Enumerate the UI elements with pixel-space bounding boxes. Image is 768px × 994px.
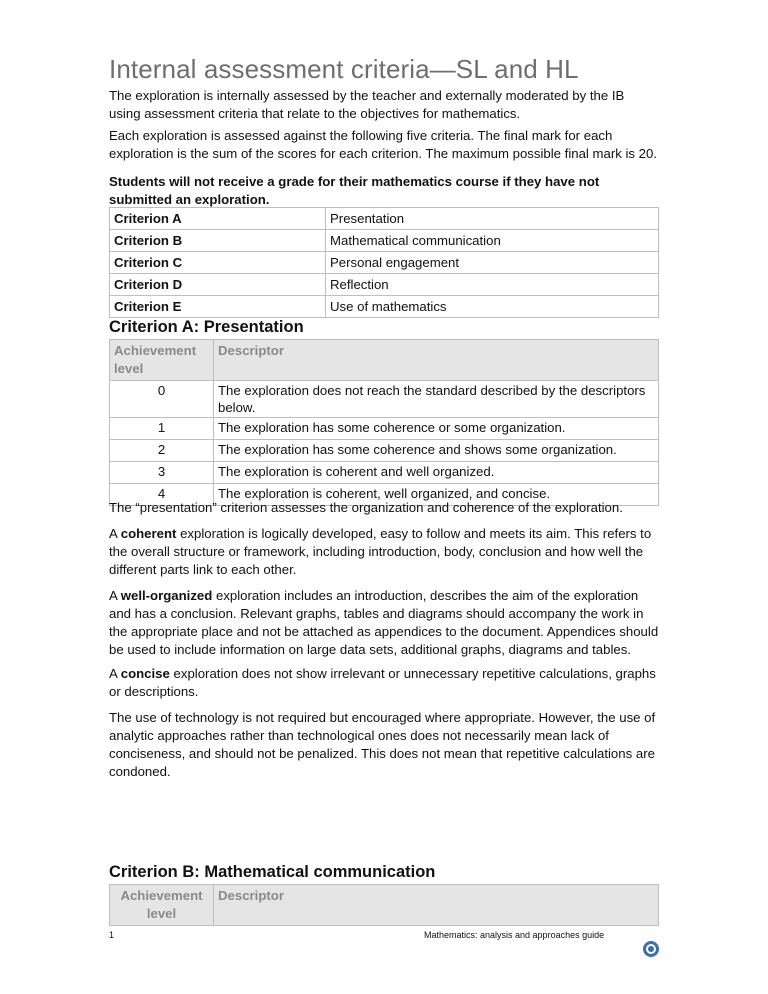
table-row bbox=[110, 418, 659, 440]
criterion-a-heading: Criterion A: Presentation bbox=[109, 318, 304, 336]
table-row bbox=[110, 440, 659, 462]
criterion-a-table bbox=[109, 339, 659, 506]
criterion-b-heading: Criterion B: Mathematical communication bbox=[109, 863, 436, 881]
page-title: Internal assessment criteria—SL and HL bbox=[109, 54, 579, 84]
level-value: 2 bbox=[110, 440, 214, 462]
level-value: 4 bbox=[110, 484, 214, 506]
paragraph-text: exploration is logically developed, easy to follow and meets its aim. This refers to the overall structure or framework, including introduction, body, conclusion and how well the different parts link to each other. bbox=[109, 526, 652, 577]
criterion-code: Criterion C bbox=[110, 252, 326, 274]
level-descriptor: The exploration has some coherence or some organization. bbox=[214, 418, 659, 440]
guide-title: Mathematics: analysis and approaches guide bbox=[424, 930, 605, 940]
criterion-code: Criterion A bbox=[110, 208, 326, 230]
criterion-name: Personal engagement bbox=[326, 252, 659, 274]
intro-paragraph-1: The exploration is internally assessed by the teacher and externally moderated by the IB using assessment criteria that relate to the objectives for mathematics. bbox=[109, 88, 625, 121]
table-row bbox=[110, 208, 659, 230]
paragraph-lead: A bbox=[109, 666, 121, 681]
table-header-row bbox=[110, 885, 659, 926]
concise-paragraph bbox=[109, 665, 659, 701]
ib-logo-icon bbox=[642, 940, 660, 958]
criterion-code: Criterion D bbox=[110, 274, 326, 296]
level-descriptor: The exploration is coherent, well organized, and concise. bbox=[214, 484, 659, 506]
descriptor-header: Descriptor bbox=[214, 885, 659, 926]
paragraph-lead: A bbox=[109, 526, 121, 541]
paragraph-text: exploration does not show irrelevant or unnecessary repetitive calculations, graphs or descriptions. bbox=[109, 666, 656, 699]
coherent-term: coherent bbox=[120, 526, 177, 541]
criterion-name: Presentation bbox=[326, 208, 659, 230]
criterion-name: Mathematical communication bbox=[326, 230, 659, 252]
level-descriptor: The exploration has some coherence and shows some organization. bbox=[214, 440, 659, 462]
criterion-code: Criterion E bbox=[110, 296, 326, 318]
achievement-level-header: Achievement level bbox=[110, 885, 214, 926]
table-row bbox=[110, 381, 659, 418]
criterion-name: Reflection bbox=[326, 274, 659, 296]
level-descriptor: The exploration is coherent and well organized. bbox=[214, 462, 659, 484]
table-row bbox=[110, 296, 659, 318]
intro-paragraph-2: Each exploration is assessed against the following five criteria. The final mark for each exploration is the sum of the scores for each criterion. The maximum possible final mark is 20. bbox=[109, 128, 658, 161]
concise-term: concise bbox=[120, 666, 170, 681]
well-organized-paragraph bbox=[109, 587, 659, 659]
paragraph-text: exploration includes an introduction, describes the aim of the exploration and has a conclusion. Relevant graphs, tables and diagrams should accompany the work in the appropriate place and not be attached as appendices to the document. Appendices should be used to include information on large data sets, additional graphs, diagrams and tables. bbox=[109, 588, 659, 657]
criteria-table bbox=[109, 207, 659, 318]
level-value: 1 bbox=[110, 418, 214, 440]
presentation-paragraph: The “presentation” criterion assesses the organization and coherence of the exploration. bbox=[109, 500, 623, 515]
criterion-code: Criterion B bbox=[110, 230, 326, 252]
well-organized-term: well-organized bbox=[120, 588, 213, 603]
paragraph-lead: A bbox=[109, 588, 121, 603]
level-descriptor: The exploration does not reach the standard described by the descriptors below. bbox=[214, 381, 659, 418]
coherent-paragraph bbox=[109, 525, 659, 579]
level-value: 0 bbox=[110, 381, 214, 418]
table-row bbox=[110, 462, 659, 484]
achievement-level-header: Achievement level bbox=[110, 340, 214, 381]
table-row bbox=[110, 252, 659, 274]
table-row bbox=[110, 230, 659, 252]
level-value: 3 bbox=[110, 462, 214, 484]
technology-paragraph: The use of technology is not required but encouraged where appropriate. However, the use of analytic approaches rather than technological ones does not necessarily mean lack of conciseness, and should not be penalized. This does not mean that repetitive calculations are condoned. bbox=[109, 710, 656, 779]
descriptor-header: Descriptor bbox=[214, 340, 659, 381]
table-header-row bbox=[110, 340, 659, 381]
submission-warning: Students will not receive a grade for their mathematics course if they have not submitted an exploration. bbox=[109, 174, 600, 207]
table-row bbox=[110, 274, 659, 296]
criterion-name: Use of mathematics bbox=[326, 296, 659, 318]
page-number: 1 bbox=[109, 930, 115, 940]
criterion-b-table bbox=[109, 884, 659, 926]
